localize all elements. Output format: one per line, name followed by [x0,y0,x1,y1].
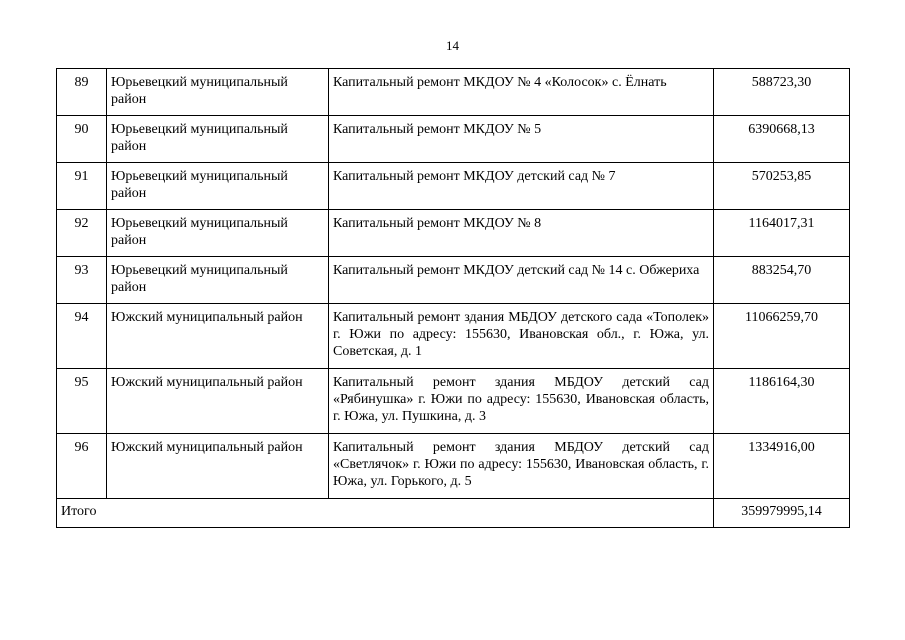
table-row [57,434,850,499]
district-cell: Юрьевецкий муниципальный район [107,116,329,163]
table-row [57,69,850,116]
amount-cell: 1334916,00 [714,434,850,499]
amount-cell: 1186164,30 [714,369,850,434]
amount-cell: 883254,70 [714,257,850,304]
district-cell: Юрьевецкий муниципальный район [107,257,329,304]
district-cell: Юрьевецкий муниципальный район [107,210,329,257]
amount-cell: 570253,85 [714,163,850,210]
table-row [57,210,850,257]
amount-cell: 1164017,31 [714,210,850,257]
table-row [57,369,850,434]
district-cell: Юрьевецкий муниципальный район [107,163,329,210]
row-number: 90 [57,116,107,163]
table-row [57,116,850,163]
row-number: 91 [57,163,107,210]
amount-cell: 588723,30 [714,69,850,116]
description-cell: Капитальный ремонт МКДОУ № 5 [329,116,714,163]
description-cell: Капитальный ремонт здания МБДОУ детского сада «Тополек» г. Южи по адресу: 155630, Ивановская обл., г. Южа, ул. Советская, д. 1 [329,304,714,369]
description-cell: Капитальный ремонт здания МБДОУ детский сад «Светлячок» г. Южи по адресу: 155630, Ивановская область, г. Южа, ул. Горького, д. 5 [329,434,714,499]
table-row [57,257,850,304]
row-number: 96 [57,434,107,499]
district-cell: Южский муниципальный район [107,434,329,499]
description-cell: Капитальный ремонт МКДОУ детский сад № 14 с. Обжериха [329,257,714,304]
district-cell: Южский муниципальный район [107,369,329,434]
row-number: 93 [57,257,107,304]
row-number: 94 [57,304,107,369]
table-row [57,304,850,369]
row-number: 89 [57,69,107,116]
district-cell: Южский муниципальный район [107,304,329,369]
amount-cell: 11066259,70 [714,304,850,369]
total-amount: 359979995,14 [714,499,850,528]
total-row [57,499,850,528]
row-number: 95 [57,369,107,434]
total-label: Итого [57,499,714,528]
funding-table [56,68,850,528]
amount-cell: 6390668,13 [714,116,850,163]
row-number: 92 [57,210,107,257]
table-row [57,163,850,210]
description-cell: Капитальный ремонт МКДОУ № 8 [329,210,714,257]
page-number: 14 [446,38,459,53]
description-cell: Капитальный ремонт здания МБДОУ детский сад «Рябинушка» г. Южи по адресу: 155630, Ивановская область, г. Южа, ул. Пушкина, д. 3 [329,369,714,434]
description-cell: Капитальный ремонт МКДОУ детский сад № 7 [329,163,714,210]
district-cell: Юрьевецкий муниципальный район [107,69,329,116]
description-cell: Капитальный ремонт МКДОУ № 4 «Колосок» с. Ёлнать [329,69,714,116]
